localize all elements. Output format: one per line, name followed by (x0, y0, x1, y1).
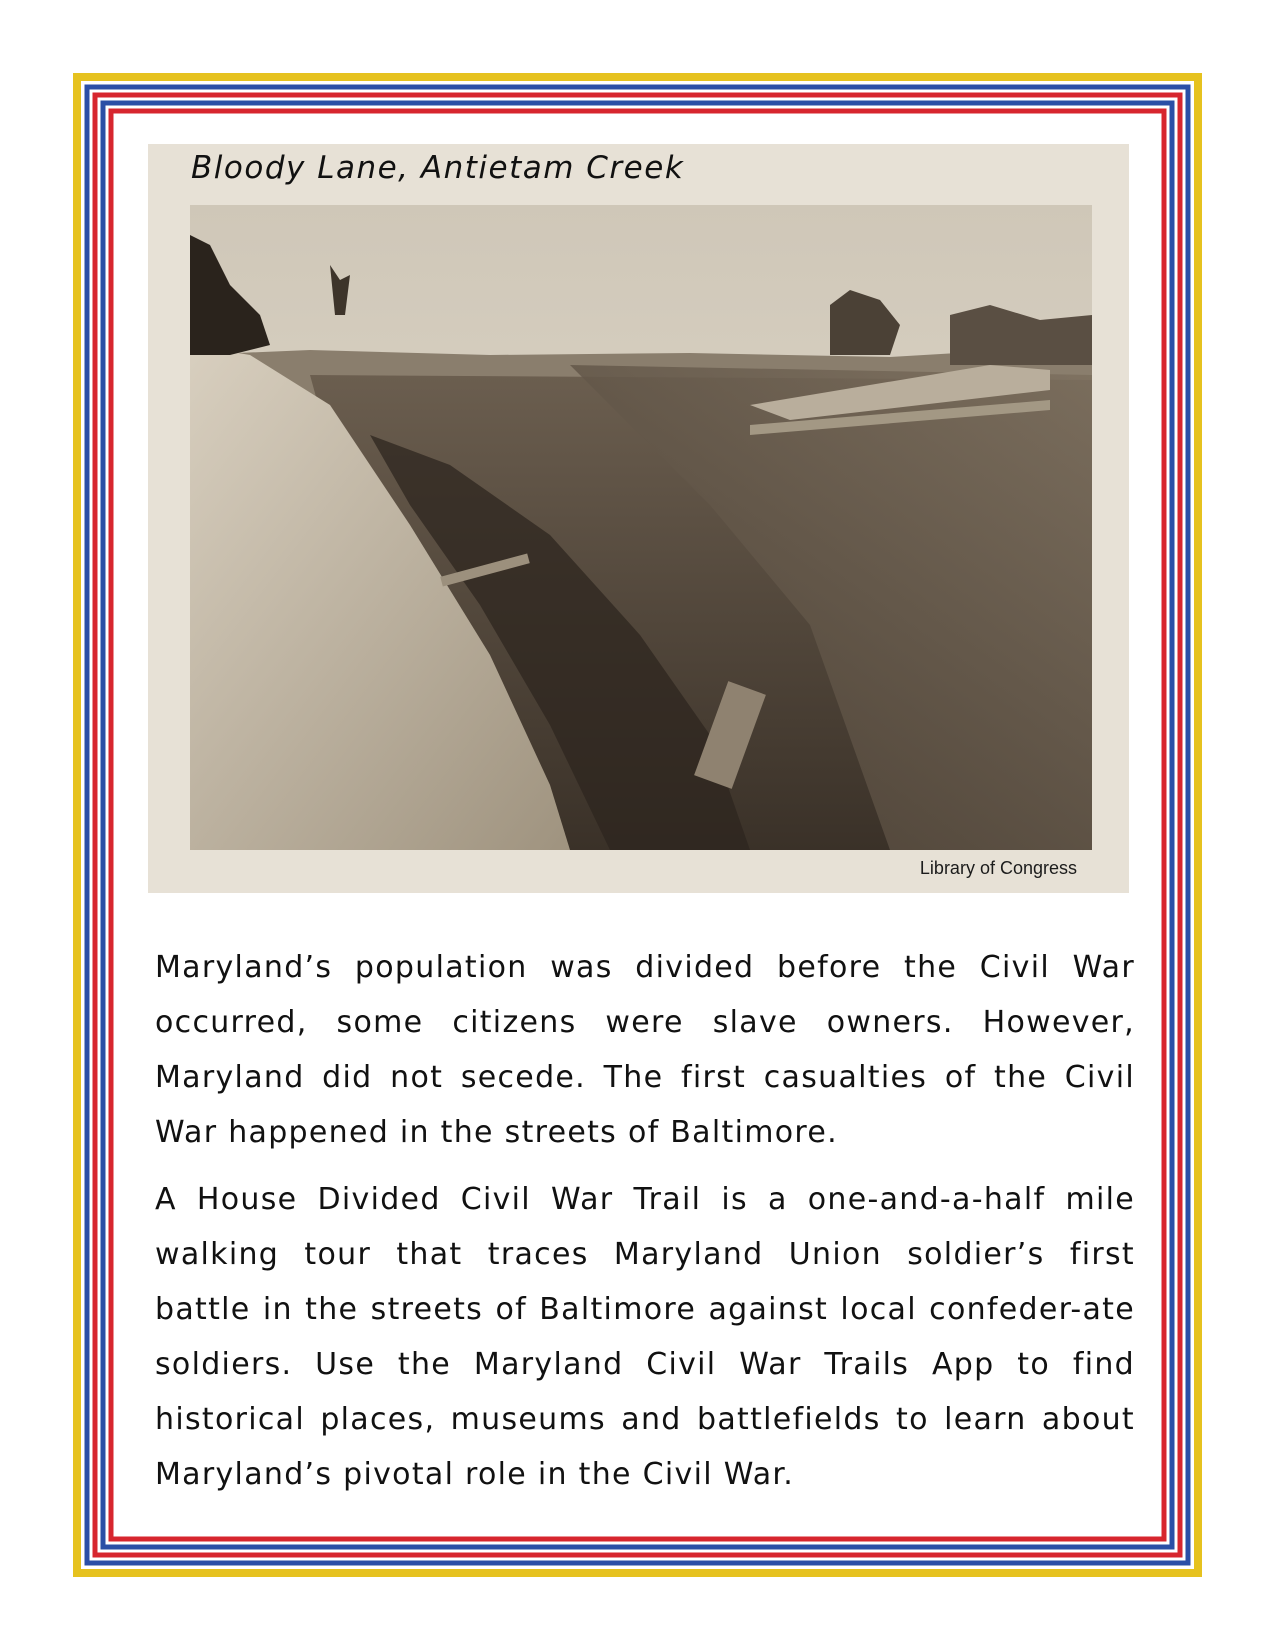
paragraph-maryland-population: Maryland’s population was divided before the Civil War occurred, some citizens were slave owners. However, Maryland did not secede. The first casualties of the Civil War happened in the streets of Baltimore. (155, 950, 1135, 1150)
photo-credit: Library of Congress (919, 858, 1077, 878)
historical-photo (190, 205, 1092, 850)
photo-caption: Bloody Lane, Antietam Creek (191, 150, 685, 186)
paragraph-house-divided-trail: A House Divided Civil War Trail is a one-and-a-half mile walking tour that traces Maryland Union soldier’s first battle in the streets of Baltimore against local confeder-ate soldiers. Use the Maryland Civil War Trails App to find historical places, museums and battlefields to learn about Maryland’s pivotal role in the Civil War. (155, 1182, 1135, 1492)
body-text (155, 940, 1135, 1514)
photo-card (148, 144, 1129, 893)
